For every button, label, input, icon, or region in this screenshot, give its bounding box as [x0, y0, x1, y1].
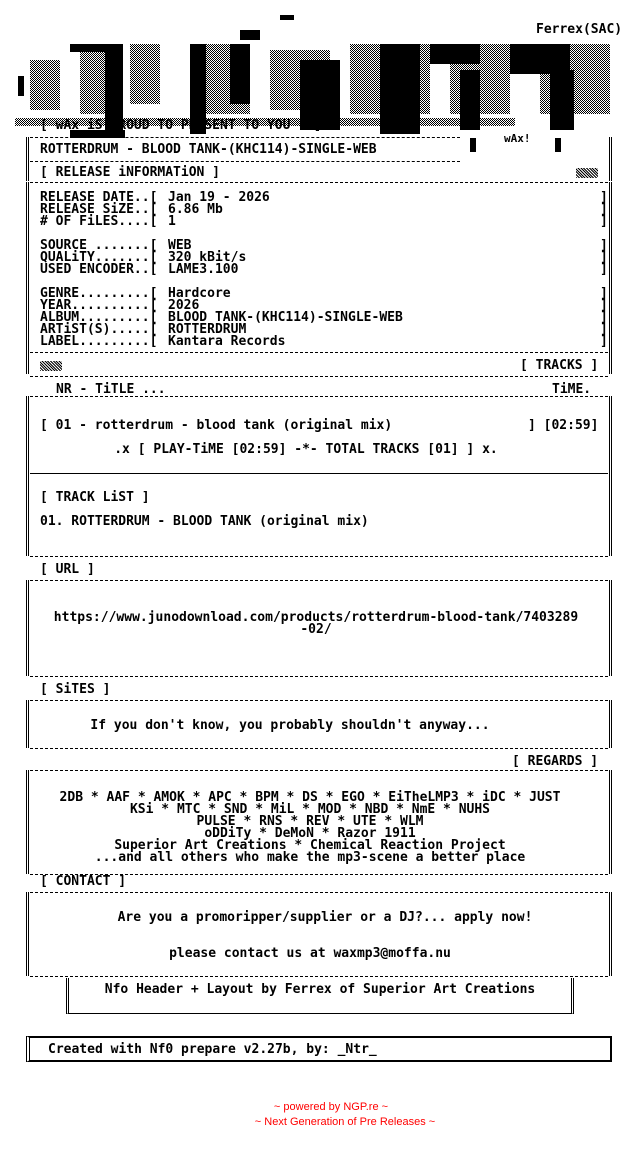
- field-label: USED ENCODER..[: [40, 262, 158, 277]
- field-value: Hardcore: [168, 286, 231, 301]
- tagline: ~ Next Generation of Pre Releases ~: [254, 1116, 436, 1128]
- field-bracket: ]: [600, 262, 608, 277]
- track-list-item: 01. ROTTERDRUM - BLOOD TANK (original mix): [40, 514, 369, 529]
- release-url-cont[interactable]: -02/: [300, 622, 332, 637]
- regards-line: oDDiTy * DeMoN * Razor 1911: [204, 826, 416, 841]
- layout-credit: Nfo Header + Layout by Ferrex of Superior Art Creations: [104, 982, 536, 997]
- tracks-heading: [ TRACKS ]: [520, 358, 599, 373]
- release-url[interactable]: https://www.junodownload.com/products/rotterdrum-blood-tank/7403289: [53, 610, 579, 625]
- release-info-heading: [ RELEASE iNFORMATiON ]: [40, 165, 221, 180]
- url-heading: [ URL ]: [40, 562, 95, 577]
- sites-text: If you don't know, you probably shouldn't anyway...: [90, 718, 490, 733]
- regards-line: 2DB * AAF * AMOK * APC * BPM * DS * EGO * EiTheLMP3 * iDC * JUST: [59, 790, 561, 805]
- field-label: YEAR..........[: [40, 298, 158, 313]
- field-value: 1: [168, 214, 176, 229]
- sites-heading: [ SiTES ]: [40, 682, 111, 697]
- field-value: 2026: [168, 298, 200, 313]
- field-bracket: ]: [600, 190, 608, 205]
- field-bracket: ]: [600, 322, 608, 337]
- play-time-summary: .x [ PLAY-TiME [02:59] -*- TOTAL TRACKS [01] ] x.: [114, 442, 498, 457]
- contact-heading: [ CONTACT ]: [40, 874, 127, 889]
- field-label: GENRE.........[: [40, 286, 158, 301]
- field-value: Kantara Records: [168, 334, 286, 349]
- powered-by-link[interactable]: ~ powered by NGP.re ~: [273, 1101, 389, 1113]
- field-value: LAME3.100: [168, 262, 239, 277]
- regards-line: Superior Art Creations * Chemical Reaction Project: [114, 838, 506, 853]
- regards-line: PULSE * RNS * REV * UTE * WLM: [196, 814, 424, 829]
- field-value: 6.86 Mb: [168, 202, 223, 217]
- field-value: Jan 19 - 2026: [168, 190, 270, 205]
- field-bracket: ]: [600, 238, 608, 253]
- field-bracket: ]: [600, 286, 608, 301]
- field-bracket: ]: [600, 202, 608, 217]
- present-line: [ wAx iS PROUD TO PRESENT TO YOU ..]: [40, 118, 322, 133]
- track-row: [ 01 - rotterdrum - blood tank (original mix): [40, 418, 393, 433]
- field-label: # OF FiLES....[: [40, 214, 158, 229]
- contact-apply: Are you a promoripper/supplier or a DJ?... apply now!: [117, 910, 533, 925]
- track-list-heading: [ TRACK LiST ]: [40, 490, 150, 505]
- created-with: Created with Nf0 prepare v2.27b, by: _Ntr_: [48, 1042, 377, 1057]
- col-title: NR - TiTLE ...: [56, 382, 166, 397]
- release-title: ROTTERDRUM - BLOOD TANK-(KHC114)-SINGLE-WEB: [40, 142, 377, 157]
- field-label: ALBUM.........[: [40, 310, 158, 325]
- field-label: RELEASE SiZE..[: [40, 202, 158, 217]
- field-value: ROTTERDRUM: [168, 322, 247, 337]
- field-value: WEB: [168, 238, 192, 253]
- field-bracket: ]: [600, 334, 608, 349]
- field-value: 320 kBit/s: [168, 250, 247, 265]
- regards-line: KSi * MTC * SND * MiL * MOD * NBD * NmE * NUHS: [129, 802, 491, 817]
- field-bracket: ]: [600, 250, 608, 265]
- art-credit: Ferrex(SAC): [536, 22, 623, 37]
- field-bracket: ]: [600, 298, 608, 313]
- field-value: BLOOD TANK-(KHC114)-SINGLE-WEB: [168, 310, 403, 325]
- regards-line: ...and all others who make the mp3-scene a better place: [94, 850, 526, 865]
- contact-email[interactable]: please contact us at waxmp3@moffa.nu: [169, 946, 451, 961]
- field-label: SOURCE .......[: [40, 238, 158, 253]
- field-label: ARTiST(S).....[: [40, 322, 158, 337]
- logo-tag: wAx!: [504, 132, 531, 145]
- contact-box: [26, 892, 612, 976]
- field-label: LABEL.........[: [40, 334, 158, 349]
- field-label: QUALiTY.......[: [40, 250, 158, 265]
- regards-heading: [ REGARDS ]: [512, 754, 599, 769]
- track-time: ] [02:59]: [528, 418, 599, 433]
- field-bracket: ]: [600, 310, 608, 325]
- col-time: TiME.: [552, 382, 592, 397]
- field-label: RELEASE DATE..[: [40, 190, 158, 205]
- field-bracket: ]: [600, 214, 608, 229]
